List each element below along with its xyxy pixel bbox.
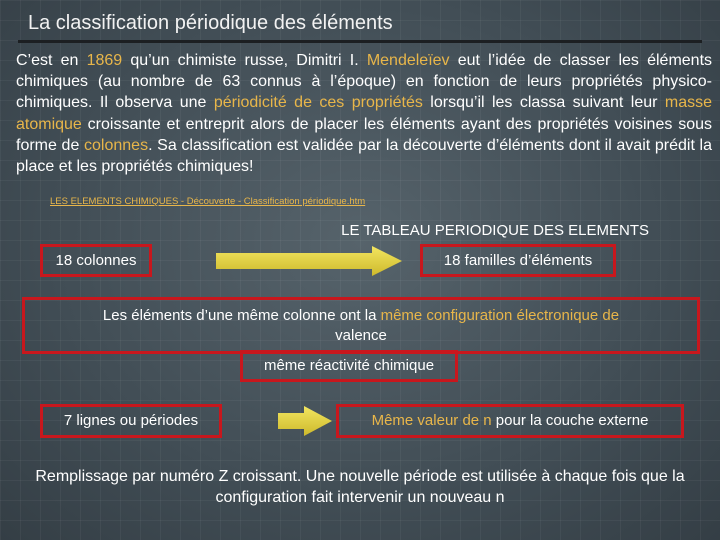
filling-rule-text: Remplissage par numéro Z croissant. Une nouvelle période est utilisée à chaque fois que la configuration fait intervenir un nouveau n	[35, 468, 685, 506]
lines-box	[40, 404, 222, 438]
intro-paragraph	[16, 50, 712, 177]
intro-text-6: . Sa classification est validée par la découverte d’éléments dont il avait prédit la place et les propriétés chimiques!	[16, 136, 712, 176]
reactivity-box	[240, 350, 458, 382]
intro-text-5: croissante et entreprit alors de placer les éléments ayant des propriétés voisines sous forme de	[16, 115, 712, 154]
columns-box	[40, 244, 152, 277]
slide-title: La classification périodique des éléments	[28, 12, 393, 34]
mendeleev-highlight: Mendeleïev	[366, 52, 450, 69]
intro-text-2: qu’un chimiste russe, Dimitri I.	[122, 52, 367, 69]
columns-highlight: colonnes	[84, 136, 149, 154]
config-box	[22, 297, 700, 354]
n-value-box	[336, 404, 684, 438]
config-line-1	[103, 306, 619, 326]
config-text: Les éléments d’une même colonne ont la	[102, 306, 381, 324]
reactivity-label: même réactivité chimique	[263, 357, 435, 374]
columns-box-label: 18 colonnes	[55, 251, 137, 269]
year-highlight: 1869	[86, 52, 123, 69]
intro-text-1: C’est en	[16, 52, 87, 69]
title-divider	[18, 40, 702, 43]
atomic-mass-highlight: masse atomique	[16, 94, 712, 133]
n-value-highlight: Même valeur de n	[371, 412, 492, 429]
n-value-rest: pour la couche externe	[491, 412, 649, 429]
intro-text-3: eut l’idée de classer les éléments chimiques (au nombre de 63 connus à l’époque) en fonction de leurs propriétés physico-chimiques. Il observa une	[16, 52, 713, 112]
table-heading: LE TABLEAU PERIODIQUE DES ELEMENTS	[341, 222, 649, 239]
arrow-right-icon	[278, 406, 332, 436]
periodicity-highlight: périodicité de ces propriétés	[213, 94, 423, 112]
source-link[interactable]: LES ELEMENTS CHIMIQUES - Découverte - Classification périodique.htm	[50, 196, 366, 207]
config-highlight: même configuration électronique de	[380, 306, 620, 324]
families-box-label: 18 familles d’éléments	[443, 251, 593, 269]
arrow-right-icon	[216, 246, 402, 276]
families-box	[420, 244, 616, 277]
lines-box-label: 7 lignes ou périodes	[63, 412, 199, 429]
n-value-text	[372, 411, 649, 431]
config-line-2: valence	[335, 326, 387, 344]
intro-text-4: lorsqu’il les classa suivant leur	[422, 94, 665, 112]
